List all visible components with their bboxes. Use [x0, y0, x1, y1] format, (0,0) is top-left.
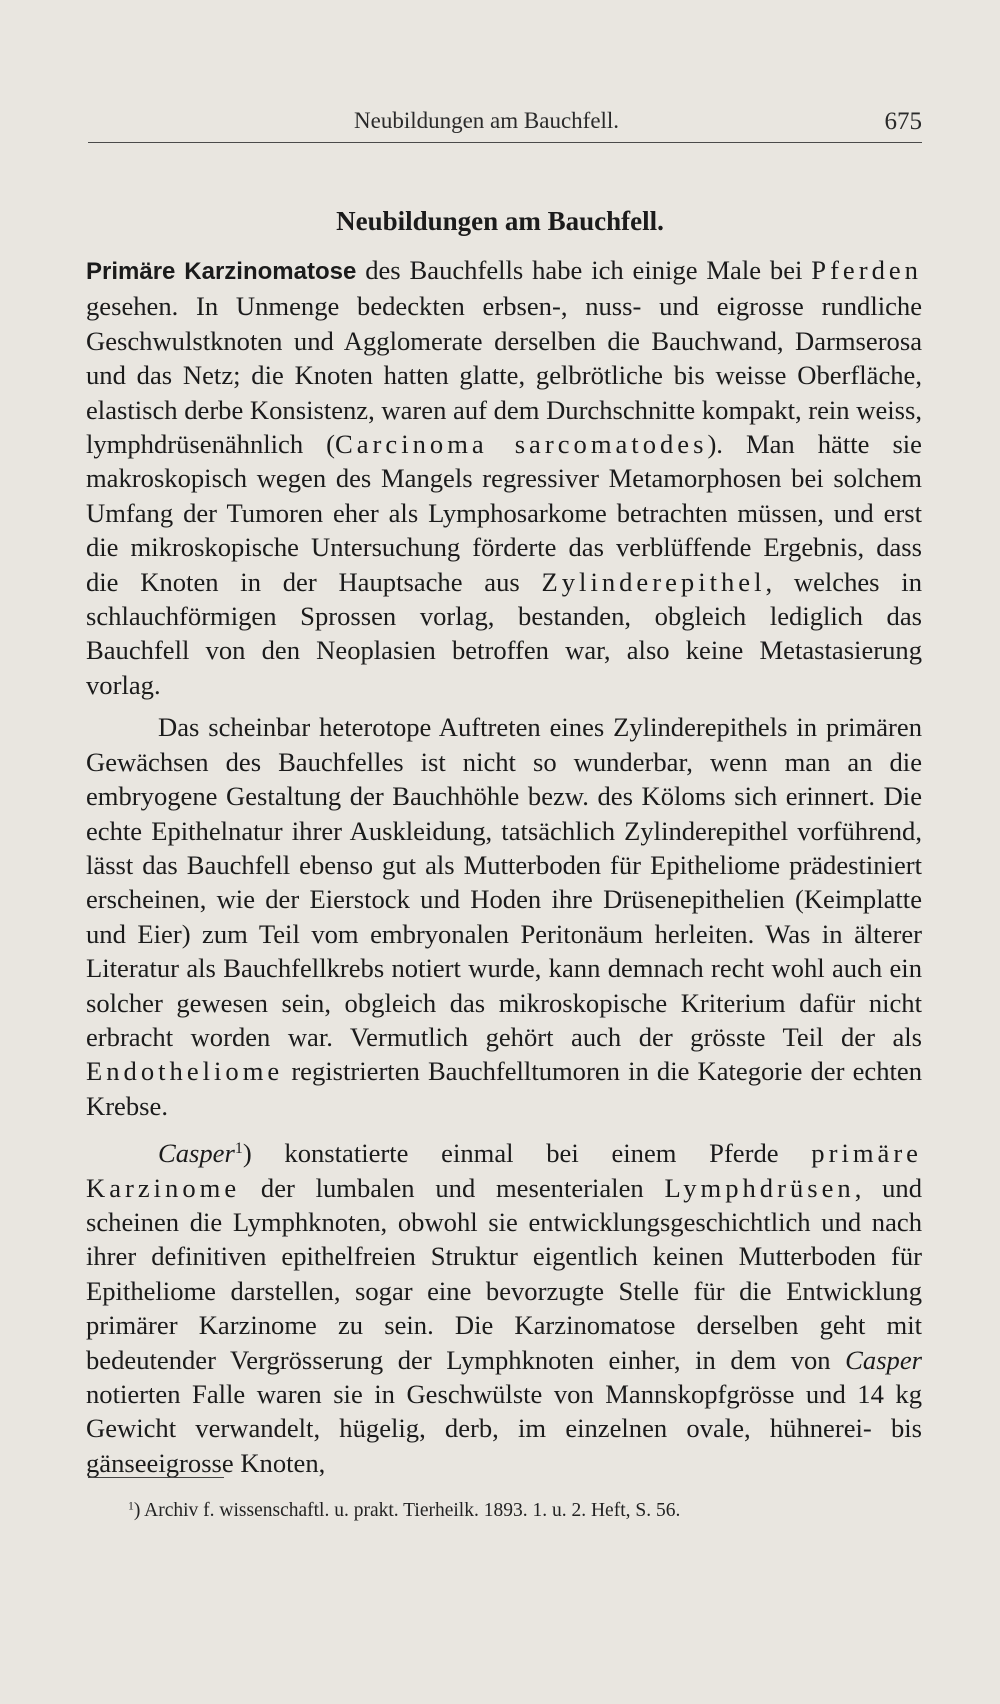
text-run: , und scheinen die Lymphknoten, obwohl sie entwicklungsgeschichtlich und nach ihrer definitiven epithelfreien Struktur eigentlich keinen Mutterboden für Epitheliome darstellen, sogar eine bevorzugte Stelle für die Entwicklung primärer Karzinome zu sein. Die Karzinomatose derselben geht mit bedeutender Vergrösserung der Lymphknoten einher, in dem von	[86, 1172, 923, 1375]
text-run: gesehen. In Unmenge bedeckten erbsen-, nuss- und eigrosse rundliche Geschwulstknoten und Agglomerate derselben die Bauchwand, Darmserosa und das Netz; die Knoten hatten glatte, gelbrötliche bis weisse Oberfläche, elastisch derbe Konsistenz, waren auf dem Durchschnitte kompakt, rein weiss, lymphdrüsenähnlich (	[86, 291, 922, 460]
text-run: konstatierte einmal bei einem Pferde	[251, 1138, 812, 1169]
author-name: Casper	[845, 1344, 922, 1375]
footnote-rule	[88, 1477, 224, 1478]
footnote-text: Archiv f. wissenschaftl. u. prakt. Tierheilk. 1893. 1. u. 2. Heft, S. 56.	[140, 1500, 681, 1521]
footnote-number: 1	[128, 1499, 134, 1513]
text-run: , welches in schlauchförmigen Sprossen vorlag, bestanden, obgleich lediglich das Bauchfell von den Neoplasien betroffen war, also keine Metastasierung vorlag.	[86, 566, 922, 700]
footnote-marker: 1	[234, 1140, 243, 1158]
author-name: Casper	[158, 1138, 235, 1169]
spaced-term: Endotheliome	[86, 1056, 284, 1087]
spaced-term: Pferden	[811, 255, 922, 285]
page-number: 675	[884, 108, 922, 135]
paragraph-3	[86, 1136, 922, 1480]
running-title: Neubildungen am Bauchfell.	[354, 108, 620, 133]
bold-lead: Primäre Karzinomatose	[86, 258, 357, 285]
footnote-paren: )	[242, 1138, 252, 1169]
text-run: des Bauchfells habe ich einige Male bei	[356, 255, 812, 285]
header-rule	[88, 142, 922, 143]
text-run: Das scheinbar heterotope Auftreten eines Zylinderepithels in primären Gewächsen des Bauchfelles ist nicht so wunderbar, wenn man an die embryogene Gestaltung der Bauchhöhle bezw. des Köloms sich erinnert. Die echte Epithelnatur ihrer Auskleidung, tatsächlich Zylinderepithel vorführend, lässt das Bauchfell ebenso gut als Mutterboden für Epitheliome prädestiniert erscheinen, wie der Eierstock und Hoden ihre Drüsenepithelien (Keimplatte und Eier) zum Teil vom embryonalen Peritonäum herleiten. Was in älterer Literatur als Bauchfellkrebs notiert wurde, kann demnach recht wohl auch ein solcher gewesen sein, obgleich das mikroskopische Kriterium dafür nicht erbracht worden war. Vermutlich gehört auch der grösste Teil der als	[86, 712, 922, 1052]
body-text	[86, 253, 922, 1480]
spaced-term: Carcinoma sarcomatodes	[335, 429, 708, 460]
footnote-paren: )	[133, 1500, 141, 1521]
spaced-term: Zylinderepithel	[541, 566, 766, 597]
paragraph-1	[86, 253, 922, 702]
text-run: ). Man hätte sie makroskopisch wegen des Mangels regressiver Metamorphosen bei solchem Umfang der Tumoren eher als Lymphosarkome betrachten müssen, und erst die mikroskopische Untersuchung förderte das verblüffende Ergebnis, dass die Knoten in der Hauptsache aus	[86, 429, 922, 597]
text-run: notierten Falle waren sie in Geschwülste von Mannskopfgrösse und 14 kg Gewicht verwandelt, hügelig, derb, im einzelnen ovale, hühnerei- bis gänseeigrosse Knoten,	[86, 1379, 922, 1478]
text-run: der lumbalen und mesenterialen	[240, 1172, 665, 1203]
spaced-term: primäre Karzinome	[86, 1138, 922, 1203]
footnote	[128, 1500, 922, 1522]
paragraph-2	[86, 710, 922, 1123]
spaced-term: Lymphdrüsen	[664, 1172, 855, 1203]
section-title: Neubildungen am Bauchfell.	[336, 206, 664, 236]
text-run: registrierten Bauchfelltumoren in die Kategorie der echten Krebse.	[86, 1056, 922, 1121]
